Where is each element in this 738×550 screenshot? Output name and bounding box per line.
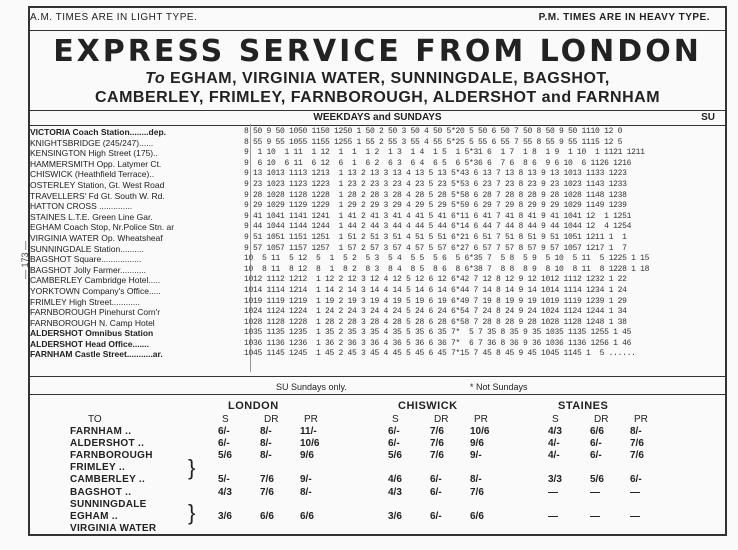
station-name: BAGSHOT Square................. [30, 254, 142, 265]
station-name: EGHAM Coach Stop, Nr.Police Stn. ar [30, 222, 175, 233]
time-row: 1036 1136 1236 1 36 2 36 3 36 4 36 5 36 6 36 7* 6 7 36 8 36 9 36 1036 1136 1256 1 46 [244, 338, 632, 348]
fare-value: 3/3 [548, 474, 562, 485]
timetable-page [18, 6, 730, 546]
fare-value: 7/6 [630, 438, 644, 449]
fare-value: 8/- [300, 487, 312, 498]
time-row: 8 55 9 55 1055 1155 1255 1 55 2 55 3 55 4 55 5*25 5 55 6 55 7 55 8 55 9 55 1115 12 5 [244, 137, 623, 147]
time-row: 9 41 1041 1141 1241 1 41 2 41 3 41 4 41 5 41 6*11 6 41 7 41 8 41 9 41 1041 12 1 1251 [244, 211, 632, 221]
fare-value: — [548, 511, 558, 522]
type-legend-header [30, 12, 710, 23]
weekdays-label: WEEKDAYS and SUNDAYS [313, 112, 442, 123]
time-row: 9 28 1028 1128 1228 1 28 2 28 3 28 4 28 5 28 5*58 6 28 7 28 8 28 9 28 1028 1148 1238 [244, 190, 627, 200]
station-name: ALDERSHOT Head Office....... [30, 338, 150, 349]
fare-value: 10/6 [470, 426, 490, 437]
fare-value: 9/- [470, 450, 482, 461]
time-row: 10 5 11 5 12 5 1 5 2 5 3 5 4 5 5 5 6 5 6*35 7 5 8 5 9 5 10 5 11 5 1225 1 15 [244, 254, 650, 264]
fare-value: — [548, 487, 558, 498]
fare-value: 6/- [388, 438, 400, 449]
station-name: HAMMERSMITH Opp. Latymer Ct. [30, 158, 162, 169]
station-name: STAINES L.T.E. Green Line Gar. [30, 211, 153, 222]
fare-value: 8/- [630, 426, 642, 437]
subtitle-line-1 [28, 70, 727, 88]
subtitle-destinations-1: EGHAM, VIRGINIA WATER, SUNNINGDALE, BAGSHOT, [170, 70, 610, 87]
grouping-brace: } [188, 500, 196, 525]
station-name: CHISWICK (Heathfield Terrace).. [30, 169, 155, 180]
time-row: 1019 1119 1219 1 19 2 19 3 19 4 19 5 19 6 19 6*49 7 19 8 19 9 19 1019 1119 1239 1 29 [244, 296, 627, 306]
station-name: HATTON CROSS .............. [30, 201, 133, 212]
fare-value: 8/- [260, 426, 272, 437]
page-title: EXPRESS SERVICE FROM LONDON [53, 34, 702, 69]
time-row: 1024 1124 1224 1 24 2 24 3 24 4 24 5 24 6 24 6*54 7 24 8 24 9 24 1024 1124 1244 1 34 [244, 307, 627, 317]
station-list [30, 127, 250, 360]
fare-value: — [590, 487, 600, 498]
fare-value: 4/- [548, 438, 560, 449]
station-name: KENSINGTON High Street (175).. [30, 148, 158, 159]
fare-value: 8/- [260, 450, 272, 461]
time-row: 1028 1128 1228 1 28 2 28 3 28 4 28 5 28 6 28 6*58 7 28 8 28 9 28 1028 1128 1248 1 38 [244, 317, 627, 327]
station-name: TRAVELLERS' Fd Gt. South W. Rd. [30, 190, 165, 201]
fare-destination: ALDERSHOT .. [70, 438, 145, 449]
fare-value: 7/6 [630, 450, 644, 461]
time-row: 9 13 1013 1113 1213 1 13 2 13 3 13 4 13 5 13 5*43 6 13 7 13 8 13 9 13 1013 1133 1223 [244, 169, 627, 179]
time-row: 1012 1112 1212 1 12 2 12 3 12 4 12 5 12 6 12 6*42 7 12 8 12 9 12 1012 1112 1232 1 22 [244, 275, 627, 285]
time-row: 9 51 1051 1151 1251 1 51 2 51 3 51 4 51 5 51 6*21 6 51 7 51 8 51 9 51 1051 1211 1 1 [244, 232, 627, 242]
fare-value: 6/6 [300, 511, 314, 522]
fare-destination: FRIMLEY .. [70, 462, 126, 473]
departure-times-grid [244, 127, 724, 360]
am-legend: A.M. TIMES ARE IN LIGHT TYPE. [30, 12, 198, 23]
fare-destination: SUNNINGDALE [70, 499, 147, 510]
pm-legend: P.M. TIMES ARE IN HEAVY TYPE. [538, 12, 710, 23]
time-row: 9 6 10 6 11 6 12 6 1 6 2 6 3 6 4 6 5 6 5*36 6 7 6 8 6 9 6 10 6 1126 1216 [244, 158, 632, 168]
fare-class-heading: PR [304, 414, 318, 425]
fare-class-heading: PR [474, 414, 488, 425]
fare-value: 10/6 [300, 438, 320, 449]
fare-value: 4/- [548, 450, 560, 461]
time-row: 10 8 11 8 12 8 1 8 2 8 3 8 4 8 5 8 6 8 6*38 7 8 8 8 9 8 10 8 11 8 1228 1 18 [244, 264, 650, 274]
divider [28, 394, 727, 395]
fare-value: 6/6 [470, 511, 484, 522]
fare-value: 6/- [218, 438, 230, 449]
fare-origin-heading: LONDON [228, 400, 279, 412]
fare-class-heading: DR [434, 414, 449, 425]
fare-value: 7/6 [430, 426, 444, 437]
station-name: OSTERLEY Station, Gt. West Road [30, 179, 165, 190]
time-row: 1045 1145 1245 1 45 2 45 3 45 4 45 5 45 6 45 7*15 7 45 8 45 9 45 1045 1145 1 5 ...... [244, 349, 636, 359]
fare-value: 6/- [590, 450, 602, 461]
time-row: 9 23 1023 1123 1223 1 23 2 23 3 23 4 23 5 23 5*53 6 23 7 23 8 23 9 23 1023 1143 1233 [244, 179, 627, 189]
fare-value: 6/- [430, 474, 442, 485]
fare-value: 7/6 [260, 487, 274, 498]
fare-value: 7/6 [430, 438, 444, 449]
sundays-only-note: SU Sundays only. [276, 382, 347, 392]
fare-value: 5/6 [590, 474, 604, 485]
not-sundays-note: * Not Sundays [470, 382, 528, 392]
fare-value: 11/- [300, 426, 317, 437]
fare-origin-heading: STAINES [558, 400, 609, 412]
page-number: — 173 — [20, 241, 30, 280]
fare-class-heading: PR [634, 414, 648, 425]
fare-value: 5/6 [218, 450, 232, 461]
fare-value: 6/6 [260, 511, 274, 522]
fare-class-heading: S [552, 414, 559, 425]
grouping-brace: } [188, 455, 196, 480]
fare-value: 5/6 [388, 450, 402, 461]
station-name: SUNNINGDALE Station.......... [30, 243, 144, 254]
divider [28, 376, 727, 377]
fare-value: 6/6 [590, 426, 604, 437]
fare-value: 7/6 [260, 474, 274, 485]
fare-destination: BAGSHOT .. [70, 487, 132, 498]
fare-value: — [590, 511, 600, 522]
subtitle-line-2: CAMBERLEY, FRIMLEY, FARNBOROUGH, ALDERSHOT and FARNHAM [94, 89, 661, 106]
fare-value: 9/6 [470, 438, 484, 449]
fare-destination: FARNBOROUGH [70, 450, 153, 461]
time-row: 1035 1135 1235 1 35 2 35 3 35 4 35 5 35 6 35 7* 5 7 35 8 35 9 35 1035 1135 1255 1 45 [244, 328, 632, 338]
fare-value: 6/- [590, 438, 602, 449]
station-name: FARNBOROUGH N. Camp Hotel [30, 317, 155, 328]
fare-value: 4/3 [548, 426, 562, 437]
fare-class-heading: S [392, 414, 399, 425]
fare-destination: FARNHAM .. [70, 426, 132, 437]
fare-value: 4/3 [218, 487, 232, 498]
fare-destination: VIRGINIA WATER [70, 523, 157, 534]
station-name: KNIGHTSBRIDGE (245/247)...... [30, 137, 154, 148]
fare-class-heading: DR [594, 414, 609, 425]
fare-value: 7/6 [470, 487, 484, 498]
fare-destination: EGHAM .. [70, 511, 118, 522]
station-name: FARNBOROUGH Pinehurst Corn'r [30, 307, 161, 318]
divider [28, 30, 727, 31]
station-name: YORKTOWN Company's Office..... [30, 285, 161, 296]
fare-class-heading: DR [264, 414, 279, 425]
time-row: 8 50 9 50 1050 1150 1250 1 50 2 50 3 50 4 50 5*20 5 50 6 50 7 50 8 50 9 50 1110 12 0 [244, 127, 623, 136]
time-row: 1014 1114 1214 1 14 2 14 3 14 4 14 5 14 6 14 6*44 7 14 8 14 9 14 1014 1114 1234 1 24 [244, 285, 627, 295]
fare-value: 8/- [260, 438, 272, 449]
station-name: VIRGINIA WATER Op. Wheatsheaf [30, 232, 163, 243]
fare-value: 9/- [300, 474, 312, 485]
station-name: FRIMLEY High Street............ [30, 296, 140, 307]
fare-class-heading: S [222, 414, 229, 425]
fares-table [28, 398, 727, 536]
fare-origin-heading: CHISWICK [398, 400, 458, 412]
fare-value: 3/6 [218, 511, 232, 522]
station-name: ALDERSHOT Omnibus Station [30, 328, 154, 339]
time-row: 9 44 1044 1144 1244 1 44 2 44 3 44 4 44 5 44 6*14 6 44 7 44 8 44 9 44 1044 12 4 1254 [244, 222, 632, 232]
weekdays-banner [28, 110, 727, 126]
time-row: 9 1 10 1 11 1 12 1 1 1 2 1 3 1 4 1 5 1 5*31 6 1 7 1 8 1 9 1 10 1 1121 1211 [244, 148, 645, 158]
fare-value: — [630, 511, 640, 522]
station-name: CAMBERLEY Cambridge Hotel..... [30, 275, 161, 286]
time-row: 9 29 1029 1129 1229 1 29 2 29 3 29 4 29 5 29 5*59 6 29 7 29 8 29 9 29 1029 1149 1239 [244, 201, 627, 211]
station-name: VICTORIA Coach Station........dep. [30, 127, 167, 137]
fare-value: 9/6 [300, 450, 314, 461]
time-row: 9 57 1057 1157 1257 1 57 2 57 3 57 4 57 5 57 6*27 6 57 7 57 8 57 9 57 1057 1217 1 7 [244, 243, 627, 253]
fares-to-label: TO [88, 414, 102, 425]
fare-value: 6/- [430, 487, 442, 498]
fare-destination: CAMBERLEY .. [70, 474, 146, 485]
fare-value: 5/- [218, 474, 230, 485]
fare-value: 6/- [430, 511, 442, 522]
station-name: FARNHAM Castle Street...........ar. [30, 349, 163, 360]
fare-value: 7/6 [430, 450, 444, 461]
fare-value: 4/6 [388, 474, 402, 485]
fare-value: 8/- [470, 474, 482, 485]
sundays-column-label: SU [701, 112, 715, 123]
station-name: BAGSHOT Jolly Farmer........... [30, 264, 147, 275]
subtitle-prefix: To [145, 70, 166, 87]
fare-value: 3/6 [388, 511, 402, 522]
fare-value: 6/- [630, 474, 642, 485]
fare-value: 6/- [388, 426, 400, 437]
fare-value: 6/- [218, 426, 230, 437]
fare-value: — [630, 487, 640, 498]
fare-value: 4/3 [388, 487, 402, 498]
